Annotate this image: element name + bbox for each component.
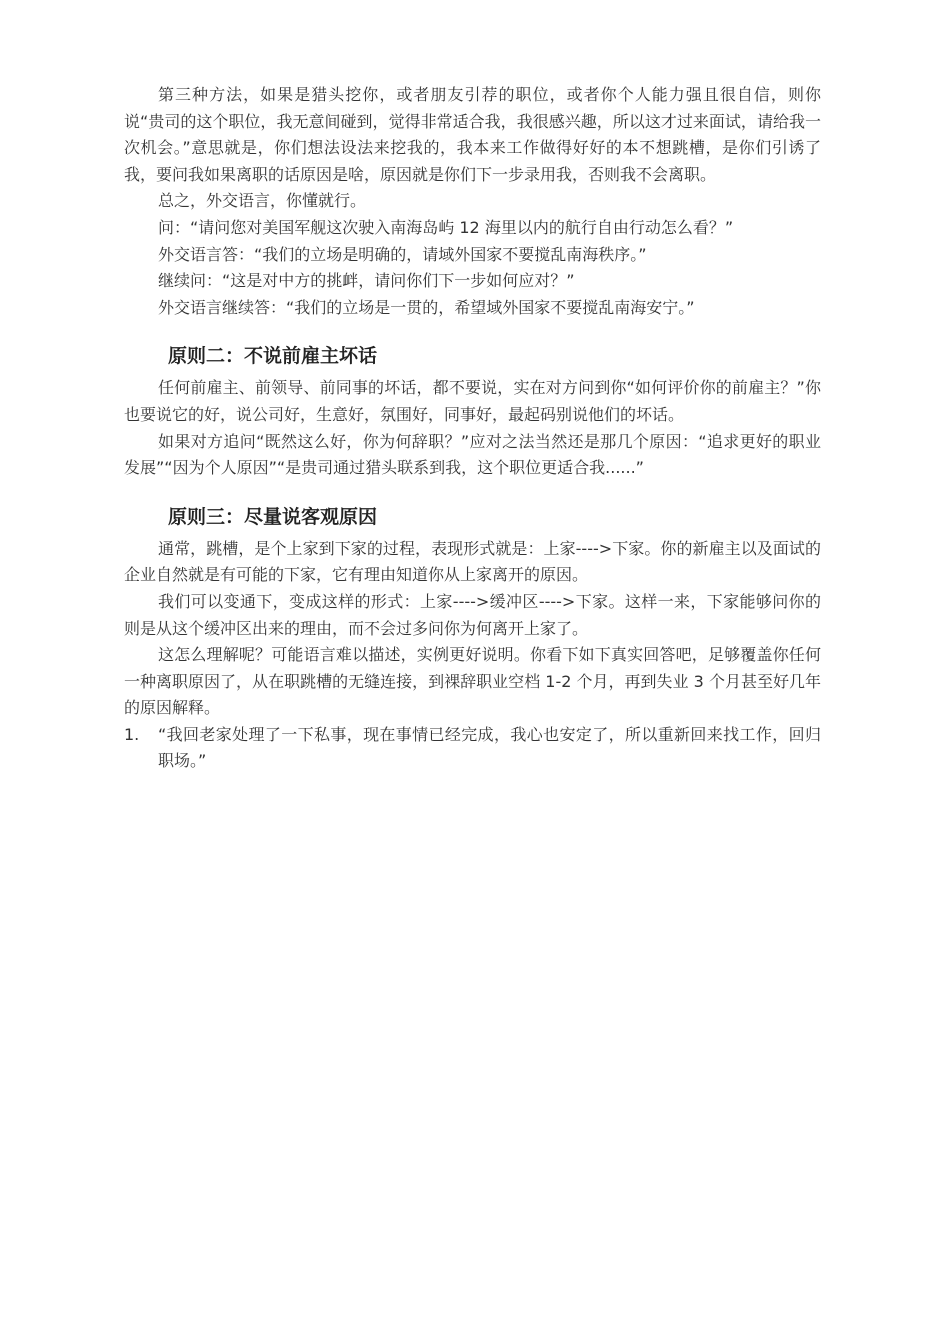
list-item-text: “我回老家处理了一下私事，现在事情已经完成，我心也安定了，所以重新回来找工作，回归职场。”	[158, 724, 821, 771]
paragraph: 问：“请问您对美国军舰这次驶入南海岛屿 12 海里以内的航行自由行动怎么看？”	[158, 217, 734, 237]
paragraph: 外交语言答：“我们的立场是明确的，请域外国家不要搅乱南海秩序。”	[158, 244, 647, 264]
paragraph: 任何前雇主、前领导、前同事的坏话，都不要说，实在对方问到你“如何评价你的前雇主？”你也要说它的好，说公司好，生意好，氛围好，同事好，最起码别说他们的坏话。	[124, 378, 821, 424]
paragraph: 总之，外交语言，你懂就行。	[158, 191, 367, 211]
paragraph: 外交语言继续答：“我们的立场是一贯的，希望域外国家不要搅乱南海安宁。”	[158, 297, 695, 317]
paragraph: 我们可以变通下，变成这样的形式：上家---->缓冲区---->下家。这样一来，下家能够问你的则是从这个缓冲区出来的理由，而不会过多问你为何离开上家了。	[124, 591, 821, 638]
paragraph: 如果对方追问“既然这么好，你为何辞职？”应对之法当然还是那几个原因：“追求更好的职业发展”“因为个人原因”“是贵司通过猎头联系到我，这个职位更适合我......”	[124, 431, 821, 478]
list-number: 1.	[124, 724, 140, 744]
paragraph: 第三种方法，如果是猎头挖你，或者朋友引荐的职位，或者你个人能力强且很自信，则你说“贵司的这个职位，我无意间碰到，觉得非常适合我，我很感兴趣，所以这才过来面试，请给我一次机会。”意思就是，你们想法设法来挖我的，我本来工作做得好好的本不想跳槽，是你们引诱了我，要问我如果离职的话原因是啥，原因就是你们下一步录用我，否则我不会离职。	[124, 85, 821, 184]
paragraph: 这怎么理解呢？可能语言难以描述，实例更好说明。你看下如下真实回答吧，足够覆盖你任何一种离职原因了，从在职跳槽的无缝连接，到裸辞职业空档 1-2 个月，再到失业 3 个月甚至好几年的原因解释。	[124, 645, 821, 718]
section-heading: 原则二：不说前雇主坏话	[168, 345, 378, 368]
list-item	[124, 722, 821, 775]
paragraph: 继续问：“这是对中方的挑衅，请问你们下一步如何应对？”	[158, 271, 575, 291]
paragraph: 通常，跳槽，是个上家到下家的过程，表现形式就是：上家---->下家。你的新雇主以及面试的企业自然就是有可能的下家，它有理由知道你从上家离开的原因。	[124, 538, 821, 585]
document-page	[124, 82, 821, 775]
section-heading: 原则三：尽量说客观原因	[168, 505, 378, 528]
